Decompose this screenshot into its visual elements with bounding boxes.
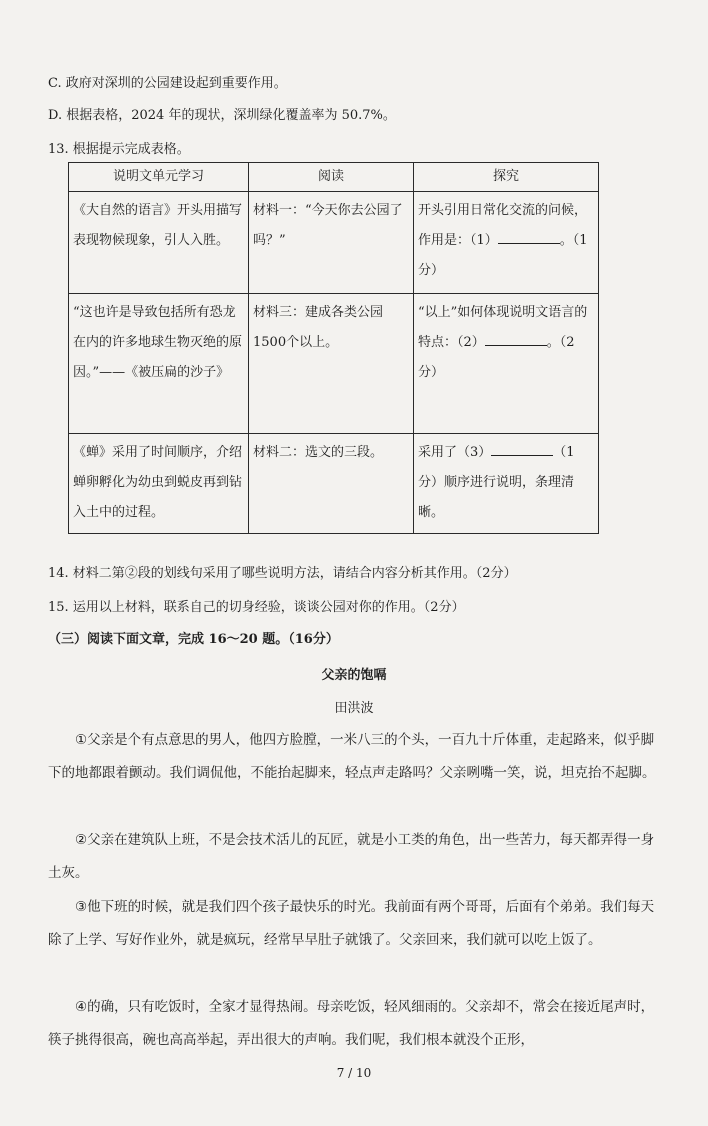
section-3-heading: （三）阅读下面文章，完成 16～20 题。（16分）: [48, 632, 339, 647]
article-paragraph-4: ④的确，只有吃饭时，全家才显得热闹。母亲吃饭，轻风细雨的。父亲却不，常会在接近尾声时，筷子挑得很高，碗也高高举起，弄出很大的声响。我们呢，我们根本就没个正形，: [48, 999, 655, 1048]
answer-blank-3[interactable]: [491, 441, 553, 456]
row3-explore-points: （1分）顺序进行说明，条理清晰。: [418, 445, 575, 520]
row1-explore-text: 开头引用日常化交流的问候，作用是：（1）: [418, 203, 588, 248]
table-row: [69, 294, 599, 434]
header-explore: 探究: [414, 163, 599, 192]
answer-blank-2[interactable]: [485, 331, 547, 346]
question-14: 14. 材料二第②段的划线句采用了哪些说明方法，请结合内容分析其作用。（2分）: [48, 566, 517, 581]
row2-explore: [414, 294, 599, 434]
page-number: 7 / 10: [336, 1066, 372, 1080]
row1-read: 材料一：“今天你去公园了吗？”: [249, 192, 414, 294]
row1-explore: [414, 192, 599, 294]
row2-learn: “这也许是导致包括所有恐龙在内的许多地球生物灭绝的原因。”——《被压扁的沙子》: [69, 294, 249, 434]
row3-explore-text: 采用了（3）: [418, 445, 492, 460]
header-learn: 说明文单元学习: [69, 163, 249, 192]
row3-read: 材料二：选文的三段。: [249, 434, 414, 534]
row3-learn: 《蝉》采用了时间顺序，介绍蝉卵孵化为幼虫到蜕皮再到钻入土中的过程。: [69, 434, 249, 534]
row3-explore: [414, 434, 599, 534]
article-paragraph-3: ③他下班的时候，就是我们四个孩子最快乐的时光。我前面有两个哥哥，后面有个弟弟。我们每天除了上学、写好作业外，就是疯玩，经常早早肚子就饿了。父亲回来，我们就可以吃上饭了。: [48, 899, 655, 948]
option-d: D. 根据表格，2024 年的现状，深圳绿化覆盖率为 50.7%。: [48, 108, 396, 123]
table-row: [69, 434, 599, 534]
row2-explore-text: “以上”如何体现说明文语言的特点：（2）: [418, 305, 588, 350]
article-paragraph-1: ①父亲是个有点意思的男人，他四方脸膛，一米八三的个头，一百九十斤体重，走起路来，似乎脚下的地都跟着颤动。我们调侃他，不能抬起脚来，轻点声走路吗？父亲咧嘴一笑，说，坦克抬不起脚。: [48, 732, 656, 781]
row2-read: 材料三：建成各类公园1500个以上。: [249, 294, 414, 434]
answer-blank-1[interactable]: [498, 229, 560, 244]
article-paragraph-2: ②父亲在建筑队上班，不是会技术活儿的瓦匠，就是小工类的角色，出一些苦力，每天都弄得一身土灰。: [48, 832, 655, 881]
article-author: 田洪波: [334, 701, 374, 716]
article-title: 父亲的饱嗝: [321, 668, 387, 683]
question-13-table: [68, 162, 599, 534]
question-13-prompt: 13. 根据提示完成表格。: [48, 142, 190, 157]
table-row: [69, 192, 599, 294]
row1-explore-points: 。（1分）: [418, 233, 588, 278]
row2-explore-points: 。（2分）: [418, 335, 575, 380]
row1-learn: 《大自然的语言》开头用描写表现物候现象，引人入胜。: [69, 192, 249, 294]
header-read: 阅读: [249, 163, 414, 192]
question-15: 15. 运用以上材料，联系自己的切身经验，谈谈公园对你的作用。（2分）: [48, 600, 465, 615]
option-c: C. 政府对深圳的公园建设起到重要作用。: [48, 76, 287, 91]
table-header-row: [69, 163, 599, 192]
